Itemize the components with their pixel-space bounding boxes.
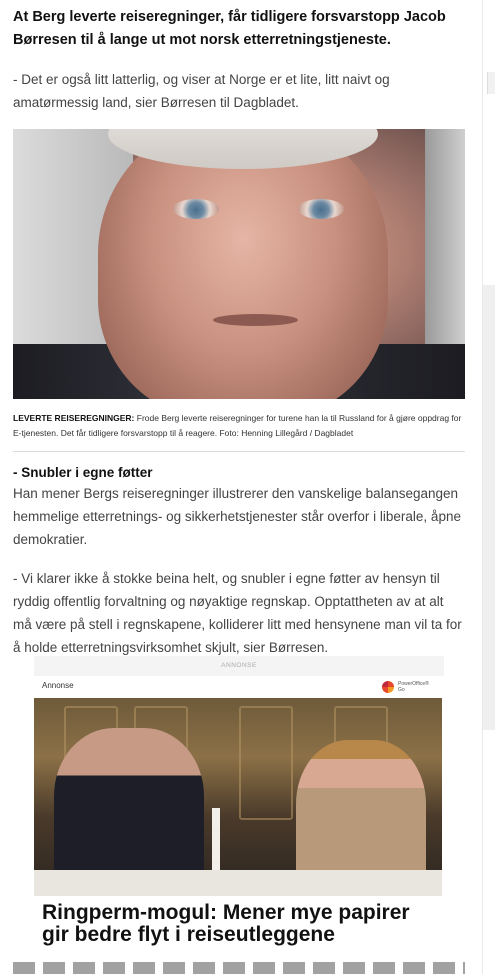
article-paragraph: Han mener Bergs reiseregninger illustrerer den vanskelige balansegangen hemmelige etterretnings- og sikkerhetstjenester står overfor i liberale, åpne demokratier.	[13, 486, 461, 547]
photo-caption	[13, 411, 465, 441]
poweroffice-logo-icon	[382, 681, 394, 693]
article-paragraph: - Vi klarer ikke å stokke beina helt, og snubler i egne føtter av hensyn til ryddig offentlig forvaltning og nøyaktige regnskap. Opptattheten av at alt må være på stell i regnskapene, kolliderer litt med hensynene man vil ta for å holde etterretningsvirksomhet skjult, sier Børresen.	[13, 571, 462, 655]
article-paragraph: - Det er også litt latterlig, og viser at Norge er et lite, litt naivt og amatørmessig land, sier Børresen til Dagbladet.	[13, 72, 390, 110]
caption-text: Frode Berg leverte reiseregninger for turene han la til Russland for å gjøre oppdrag for E-tjenesten. Det får tidligere forsvarstopp til å reagere. Foto: Henning Lillegård / Dagbladet	[13, 413, 462, 438]
caption-label: LEVERTE REISEREGNINGER:	[13, 413, 135, 423]
ad-label: Annonse	[42, 681, 74, 690]
ad-image[interactable]	[34, 698, 442, 896]
divider	[13, 451, 465, 452]
sponsored-ad[interactable]	[34, 656, 444, 946]
ad-headline-link[interactable]: Ringperm-mogul: Mener mye papirer gir bedre flyt i reiseutleggene	[42, 901, 410, 946]
ad-header	[34, 676, 444, 698]
ad-band-label: ANNONSE	[34, 656, 444, 676]
truncated-text-line	[13, 962, 465, 974]
scrollbar[interactable]	[483, 285, 495, 730]
article-lead: At Berg leverte reiseregninger, får tidligere forsvarstopp Jacob Børresen til å lange ut mot norsk etterretningstjeneste.	[13, 9, 446, 48]
scroll-edge-handle[interactable]	[487, 72, 495, 94]
advertiser-logo[interactable]	[382, 680, 429, 694]
article-photo	[13, 129, 465, 399]
article-body	[13, 0, 465, 659]
article-subheading: - Snubler i egne føtter	[13, 465, 153, 480]
advertiser-name: PowerOffice® Go	[398, 681, 429, 693]
